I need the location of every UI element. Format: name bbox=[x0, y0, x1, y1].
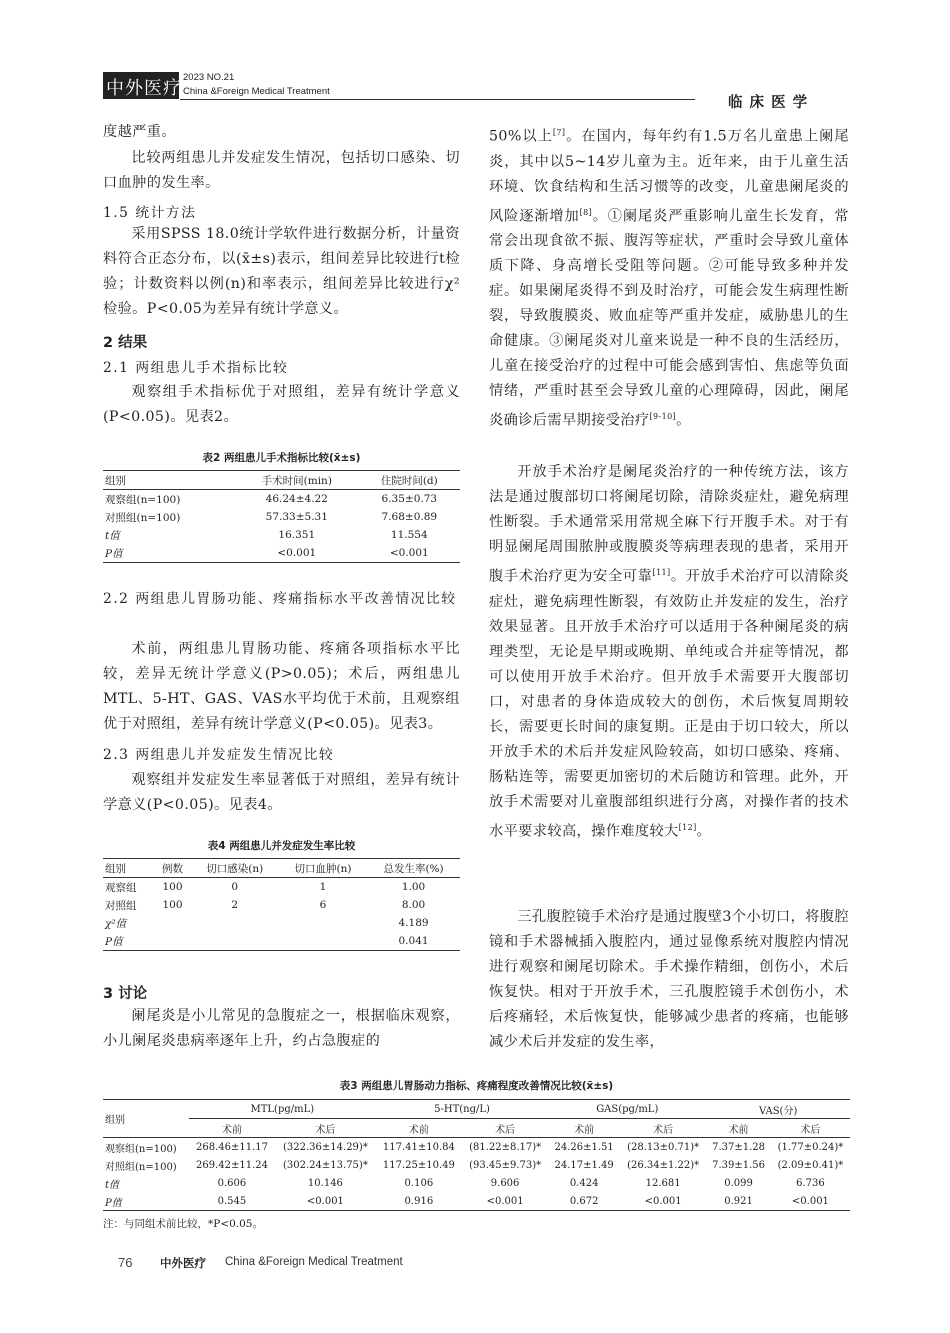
table-cell: 7.37±1.28 bbox=[712, 1141, 766, 1153]
table-cell: 0.916 bbox=[404, 1195, 434, 1207]
right-p1 bbox=[489, 120, 849, 434]
table-cell: t值 bbox=[105, 529, 120, 542]
table-cell: (26.34±1.22)* bbox=[627, 1159, 700, 1171]
table-row bbox=[103, 526, 460, 544]
left-p0 bbox=[103, 120, 460, 145]
table-cell: 9.606 bbox=[490, 1177, 520, 1189]
footer-journal-en: China &Foreign Medical Treatment bbox=[225, 1256, 403, 1268]
table-cell bbox=[191, 932, 279, 951]
table-cell: t值 bbox=[105, 1179, 120, 1191]
table-cell: 7.39±1.56 bbox=[712, 1159, 766, 1171]
table-header-cell: 切口血肿(n) bbox=[294, 862, 352, 875]
table-cell: (93.45±9.73)* bbox=[469, 1159, 542, 1171]
table-row bbox=[103, 544, 460, 563]
left-paragraph: 比较两组患儿并发症发生情况，包括切口感染、切口血肿的发生率。 bbox=[103, 150, 460, 191]
table-cell: (1.77±0.24)* bbox=[777, 1141, 844, 1153]
table-header-cell: 组别 bbox=[103, 1100, 189, 1138]
right-p2 bbox=[489, 460, 849, 844]
table-cell: P值 bbox=[105, 1197, 122, 1209]
table-cell: 6.736 bbox=[796, 1177, 825, 1189]
citation: [8] bbox=[579, 207, 593, 217]
table-row bbox=[103, 896, 460, 914]
left-p4 bbox=[103, 637, 460, 737]
table-cell: 24.26±1.51 bbox=[554, 1141, 614, 1153]
table-cell: P值 bbox=[105, 935, 123, 948]
table-header-cell: 术前 bbox=[408, 1124, 429, 1136]
table-header-cell: 总发生率(%) bbox=[383, 862, 444, 875]
table-cell: (302.24±13.75)* bbox=[283, 1159, 368, 1171]
table2 bbox=[103, 470, 460, 563]
left-paragraph: 术前，两组患儿胃肠功能、疼痛各项指标水平比较，差异无统计学意义(P>0.05)；术后，两组患儿MTL、5-HT、GAS、VAS水平均优于术前，且观察组优于对照组，差异有统计学意义(P<0.05)。见表3。 bbox=[103, 641, 460, 732]
text-run: 。①阑尾炎严重影响儿童生长发育，常常会出现食欲不振、腹泻等症状，严重时会导致儿童体质下降、身高增长受阻等问题。②可能导致多种并发症。如果阑尾炎得不到及时治疗，可能会发生病理性断裂，导致腹膜炎、败血症等严重并发症，威胁患儿的生命健康。③阑尾炎对儿童来说是一种不良的生活经历，儿童在接受治疗的过程中可能会感到害怕、焦虑等负面情绪，严重时甚至会导致儿童的心理障碍，因此，阑尾炎确诊后需早期接受治疗 bbox=[489, 208, 849, 430]
table-cell: 4.189 bbox=[398, 917, 429, 929]
header-year-issue: 2023 NO.21 bbox=[183, 72, 235, 83]
table-row bbox=[103, 914, 460, 932]
table-row bbox=[103, 1174, 850, 1192]
table-cell: 0.424 bbox=[569, 1177, 599, 1189]
text-run: 开放手术治疗是阑尾炎治疗的一种传统方法，该方法是通过腹部切口将阑尾切除，清除炎症灶，避免病理性断裂。手术通常采用常规全麻下行开腹手术。对于有明显阑尾周围脓肿或腹膜炎等病理表现的患者，采用开腹手术治疗更为安全可靠 bbox=[489, 464, 849, 585]
table-cell: <0.001 bbox=[277, 547, 317, 559]
table-cell: 0.672 bbox=[569, 1195, 599, 1207]
table-cell: 对照组 bbox=[105, 899, 137, 912]
table-cell bbox=[279, 932, 367, 951]
table-cell bbox=[154, 932, 190, 951]
table-cell: <0.001 bbox=[486, 1195, 524, 1207]
table-cell: (28.13±0.71)* bbox=[627, 1141, 700, 1153]
table-cell: 46.24±4.22 bbox=[265, 493, 328, 505]
table2-caption: 表2 两组患儿手术指标比较(x̄±s) bbox=[202, 452, 361, 464]
table-cell: 0.106 bbox=[404, 1177, 434, 1189]
table-cell: 117.41±10.84 bbox=[382, 1141, 455, 1153]
table-cell: 对照组(n=100) bbox=[105, 1161, 177, 1173]
left-p5 bbox=[103, 768, 460, 818]
table-row bbox=[103, 490, 460, 509]
table-cell: 1.00 bbox=[401, 881, 426, 893]
heading-2-1: 2.1 两组患儿手术指标比较 bbox=[103, 360, 289, 376]
table-cell: (2.09±0.41)* bbox=[777, 1159, 844, 1171]
table3 bbox=[103, 1099, 850, 1211]
table-header-cell: 术后 bbox=[800, 1124, 821, 1136]
table-cell: 268.46±11.17 bbox=[195, 1141, 268, 1153]
right-paragraph bbox=[489, 120, 849, 434]
table-cell: 0.099 bbox=[724, 1177, 753, 1189]
header-brand: 中外医疗 bbox=[106, 78, 182, 99]
text-run: 。 bbox=[676, 413, 691, 430]
heading-2-3: 2.3 两组患儿并发症发生情况比较 bbox=[103, 747, 335, 763]
table-row bbox=[103, 1138, 850, 1157]
table-cell: 0.921 bbox=[724, 1195, 753, 1207]
table-row bbox=[103, 1192, 850, 1211]
left-p3 bbox=[103, 380, 460, 430]
heading-2-2: 2.2 两组患儿胃肠功能、疼痛指标水平改善情况比较 bbox=[103, 591, 457, 607]
left-p1 bbox=[103, 146, 460, 196]
table-row bbox=[103, 878, 460, 897]
text-run: 。开放手术治疗可以清除炎症灶，避免病理性断裂，有效防止并发症的发生，治疗效果显著。且开放手术治疗可以适用于各种阑尾炎的病理类型，无论是早期或晚期、单纯或合并症等情况，都可以使用开放手术治疗。但开放手术需要开大腹部切口，对患者的身体造成较大的创伤，术后恢复周期较长，需要更长时间的康复期。正是由于切口较大，所以开放手术的术后并发症风险较高，如切口感染、疼痛、肠粘连等，需要更加密切的术后随访和管理。此外，开放手术需要对儿童腹部组织进行分离，对操作者的技术水平要求较高，操作难度较大 bbox=[489, 568, 849, 840]
table4 bbox=[103, 858, 460, 951]
text-run: 50%以上 bbox=[489, 128, 553, 145]
right-p3 bbox=[489, 905, 849, 1055]
table-cell: 16.351 bbox=[278, 529, 316, 541]
table-cell: 12.681 bbox=[645, 1177, 681, 1189]
right-paragraph: 三孔腹腔镜手术治疗是通过腹壁3个小切口，将腹腔镜和手术器械插入腹腔内，通过显像系统对腹腔内情况进行观察和阑尾切除术。手术操作精细，创伤小，术后恢复快。相对于开放手术，三孔腹腔镜手术创伤小，术后疼痛轻，术后恢复快，能够减少患者的疼痛，也能够减少术后并发症的发生率， bbox=[489, 909, 849, 1050]
table-header-cell: 住院时间(d) bbox=[380, 474, 438, 487]
table-cell: 1 bbox=[319, 881, 327, 893]
table-header-cell: 术前 bbox=[221, 1124, 242, 1136]
table-header-cell: VAS(分) bbox=[706, 1100, 850, 1119]
table-cell: χ²值 bbox=[105, 917, 127, 930]
table-cell bbox=[191, 914, 279, 932]
left-paragraph: 阑尾炎是小儿常见的急腹症之一，根据临床观察，小儿阑尾炎患病率逐年上升，约占急腹症的 bbox=[103, 1008, 460, 1049]
table-cell: 0.606 bbox=[217, 1177, 247, 1189]
table-cell: <0.001 bbox=[389, 547, 429, 559]
citation: [7] bbox=[552, 128, 566, 137]
table-header-cell: 术后 bbox=[653, 1124, 674, 1136]
table-cell: <0.001 bbox=[644, 1195, 682, 1207]
table-cell: 7.68±0.89 bbox=[381, 511, 438, 523]
table-header-cell: 5-HT(ng/L) bbox=[376, 1100, 548, 1119]
table-cell: <0.001 bbox=[306, 1195, 344, 1207]
left-paragraph: 度越严重。 bbox=[103, 124, 176, 140]
heading-3: 3 讨论 bbox=[103, 986, 148, 1002]
citation: [11] bbox=[652, 568, 671, 577]
table-header-cell: 术前 bbox=[574, 1124, 595, 1136]
table-cell: 24.17±1.49 bbox=[554, 1159, 614, 1171]
table-cell: 0.041 bbox=[398, 935, 429, 947]
table-header-cell: 术后 bbox=[315, 1124, 336, 1136]
table-header-cell: MTL(pg/mL) bbox=[189, 1100, 376, 1119]
citation: [9-10] bbox=[649, 412, 677, 422]
table-row bbox=[103, 1156, 850, 1174]
table-cell: 0.545 bbox=[217, 1195, 247, 1207]
table-cell: 6 bbox=[319, 899, 327, 911]
text-run: 。 bbox=[696, 823, 712, 840]
table4-caption: 表4 两组患儿并发症发生率比较 bbox=[207, 840, 356, 852]
table-header-cell: 组别 bbox=[105, 474, 126, 487]
table-cell: 100 bbox=[162, 881, 183, 893]
table-cell: 对照组(n=100) bbox=[105, 511, 181, 524]
table-header-row bbox=[103, 859, 460, 878]
header-rule bbox=[180, 99, 695, 100]
heading-1-5: 1.5 统计方法 bbox=[103, 205, 197, 221]
table-cell: 8.00 bbox=[401, 899, 426, 911]
table-cell: 2 bbox=[231, 899, 239, 911]
table-cell: (322.36±14.29)* bbox=[283, 1141, 368, 1153]
table-header-row bbox=[103, 1100, 850, 1119]
table-cell: (81.22±8.17)* bbox=[469, 1141, 542, 1153]
table-header-cell: 术前 bbox=[728, 1124, 749, 1136]
table-header-cell: 手术时间(min) bbox=[261, 474, 332, 487]
table3-note: 注：与同组术前比较，*P<0.05。 bbox=[103, 1218, 263, 1230]
table-cell: 11.554 bbox=[390, 529, 428, 541]
table-header-cell: 组别 bbox=[105, 862, 126, 875]
table-cell: 269.42±11.24 bbox=[195, 1159, 268, 1171]
table-cell: 100 bbox=[162, 899, 183, 911]
header-section: 临 床 医 学 bbox=[728, 95, 809, 111]
heading-2: 2 结果 bbox=[103, 335, 148, 351]
left-paragraph: 采用SPSS 18.0统计学软件进行数据分析，计量资料符合正态分布，以(x̄±s)表示，组间差异比较进行t检验；计数资料以例(n)和率表示，组间差异比较进行χ²检验。P<0.05为差异有统计学意义。 bbox=[103, 226, 460, 317]
left-paragraph: 观察组并发症发生率显著低于对照组，差异有统计学意义(P<0.05)。见表4。 bbox=[103, 772, 460, 813]
footer-brand: 中外医疗 bbox=[160, 1256, 206, 1270]
table-header-cell: 切口感染(n) bbox=[206, 862, 264, 875]
right-paragraph bbox=[489, 460, 849, 844]
left-p6 bbox=[103, 1004, 460, 1054]
left-p2 bbox=[103, 222, 460, 322]
table-row bbox=[103, 508, 460, 526]
left-paragraph: 观察组手术指标优于对照组，差异有统计学意义(P<0.05)。见表2。 bbox=[103, 384, 460, 425]
table-cell: P值 bbox=[105, 547, 123, 560]
table-cell: 6.35±0.73 bbox=[381, 493, 438, 505]
table-cell: 57.33±5.31 bbox=[265, 511, 328, 523]
citation: [12] bbox=[678, 822, 697, 832]
table-header-row bbox=[103, 471, 460, 490]
table-row bbox=[103, 932, 460, 951]
table3-caption: 表3 两组患儿胃肠动力指标、疼痛程度改善情况比较(x̄±s) bbox=[339, 1080, 614, 1092]
header-journal-en: China &Foreign Medical Treatment bbox=[183, 86, 330, 97]
table-cell: 0 bbox=[231, 881, 239, 893]
table-cell: 观察组 bbox=[105, 881, 137, 894]
table-header-cell: GAS(pg/mL) bbox=[548, 1100, 706, 1119]
table-cell: 观察组(n=100) bbox=[105, 493, 181, 506]
table-cell: 观察组(n=100) bbox=[105, 1143, 177, 1155]
table-cell: 117.25±10.49 bbox=[382, 1159, 455, 1171]
table-cell: 10.146 bbox=[307, 1177, 343, 1189]
table-header-cell: 术后 bbox=[495, 1124, 516, 1136]
table-cell bbox=[279, 914, 367, 932]
table-cell: <0.001 bbox=[791, 1195, 829, 1207]
table-header-row bbox=[103, 1119, 850, 1138]
page-number: 76 bbox=[118, 1255, 133, 1270]
table-header-cell: 例数 bbox=[161, 862, 183, 875]
table-cell bbox=[154, 914, 190, 932]
text-run: 。在国内，每年约有1.5万名儿童患上阑尾炎，其中以5~14岁儿童为主。近年来，由于儿童生活环境、饮食结构和生活习惯等的改变，儿童患阑尾炎的风险逐渐增加 bbox=[489, 128, 849, 225]
